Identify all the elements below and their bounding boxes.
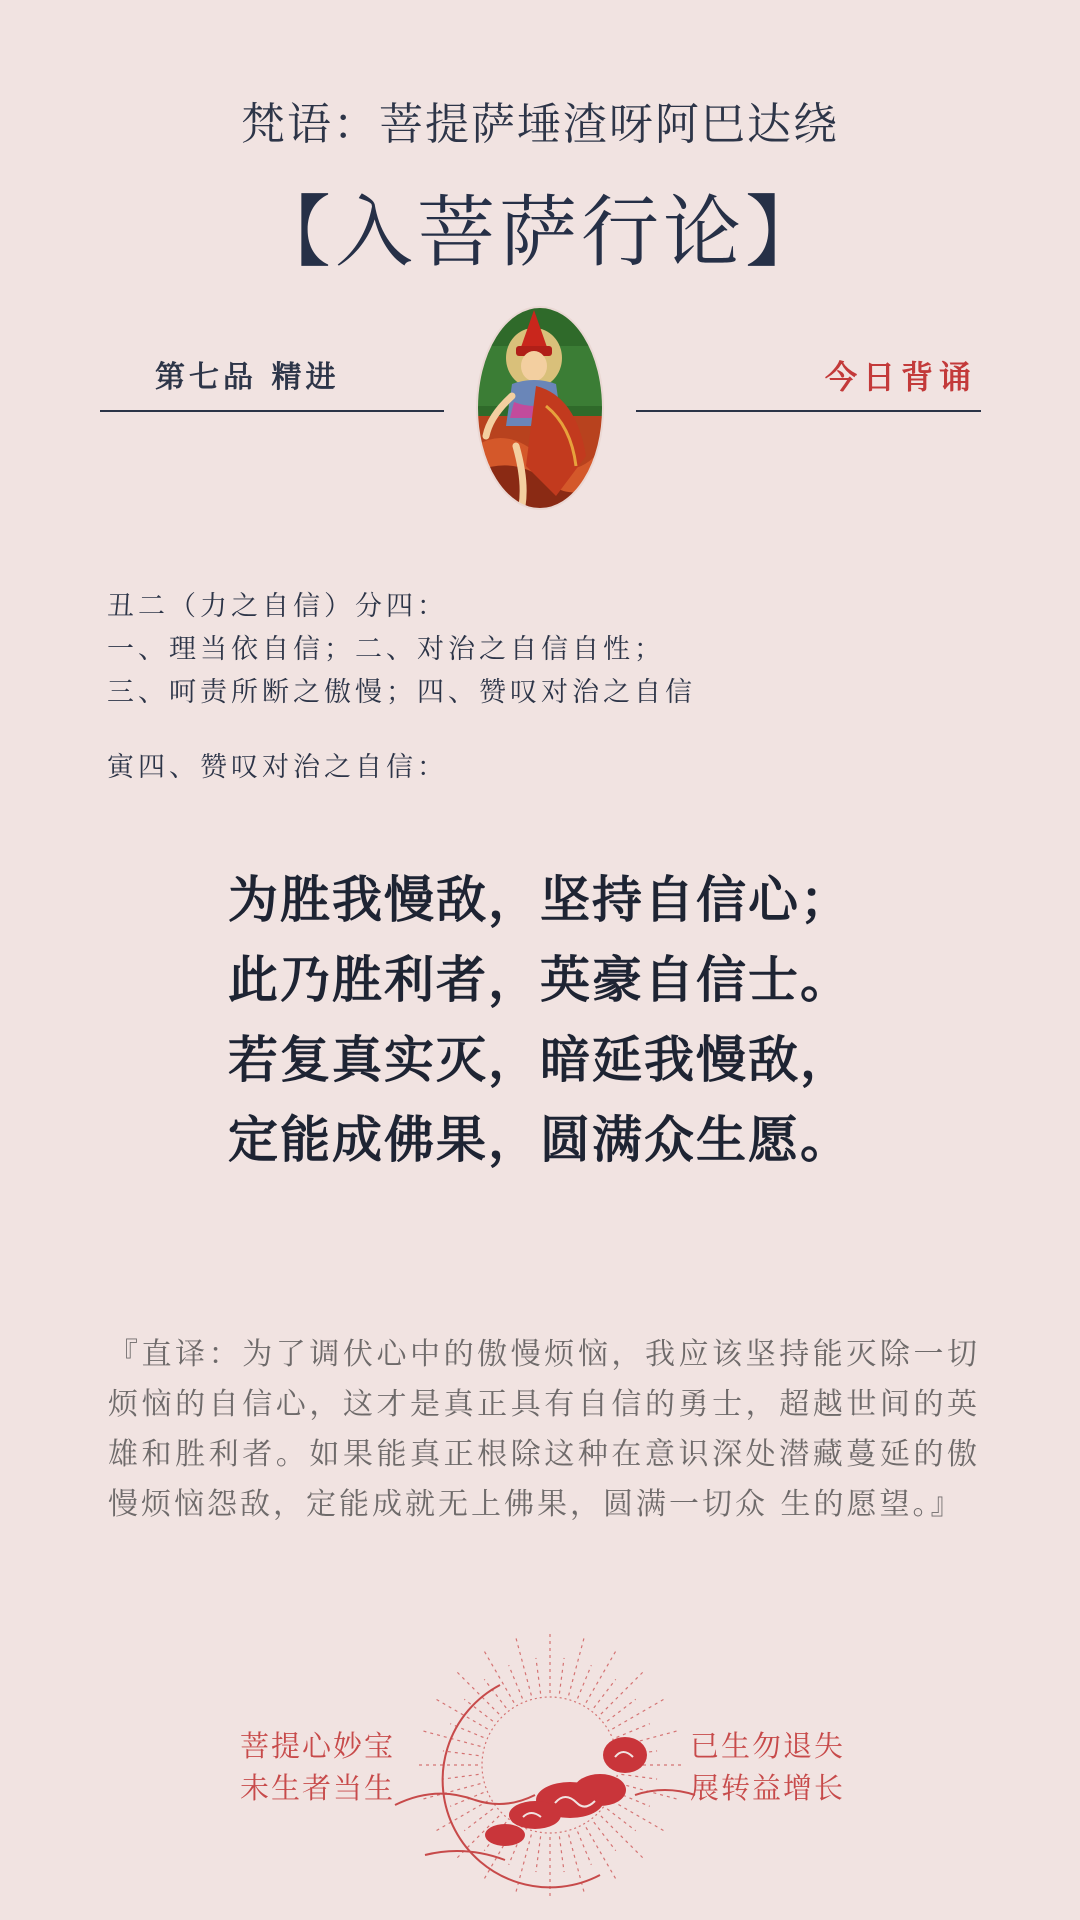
verse-line-2: 此乃胜利者，英豪自信士。 — [228, 950, 852, 1009]
outline-item-1-2: 一、理当依自信；二、对治之自信自性； — [107, 634, 665, 665]
outline-subheading: 寅四、赞叹对治之自信： — [107, 752, 448, 783]
sanskrit-title: 梵语：菩提萨埵渣呀阿巴达绕 — [241, 99, 839, 150]
book-title: 【入菩萨行论】 — [252, 188, 827, 278]
footer-right-line-1: 已生勿退失 — [690, 1729, 846, 1763]
shantideva-portrait — [476, 306, 604, 510]
footer-verse-right — [690, 1725, 845, 1809]
divider-right — [636, 410, 981, 412]
sun-cloud-emblem — [385, 1625, 705, 1915]
verse-line-1: 为胜我慢敌，坚持自信心； — [228, 870, 852, 929]
chapter-label: 第七品 精进 — [155, 360, 340, 395]
divider-left — [100, 410, 444, 412]
footer-right-line-2: 展转益增长 — [690, 1771, 846, 1805]
verse-line-4: 定能成佛果，圆满众生愿。 — [228, 1110, 852, 1169]
footer-verse-left — [240, 1725, 395, 1809]
verse-line-3: 若复真实灭，暗延我慢敌， — [228, 1030, 852, 1089]
footer-left-line-1: 菩提心妙宝 — [240, 1729, 396, 1763]
footer-left-line-2: 未生者当生 — [240, 1771, 396, 1805]
literal-translation: 『直译：为了调伏心中的傲慢烦恼，我应该坚持能灭除一切烦恼的自信心，这才是真正具有自信的勇士，超越世间的英雄和胜利者。如果能真正根除这种在意识深处潜藏蔓延的傲慢烦恼怨敌，定能成就无上佛果，圆满一切众 生的愿望。』 — [108, 1337, 980, 1522]
today-recite-label: 今日背诵 — [825, 358, 978, 396]
outline-item-3-4: 三、呵责所断之傲慢；四、赞叹对治之自信 — [107, 677, 696, 708]
outline-heading: 丑二（力之自信）分四： — [107, 591, 448, 622]
